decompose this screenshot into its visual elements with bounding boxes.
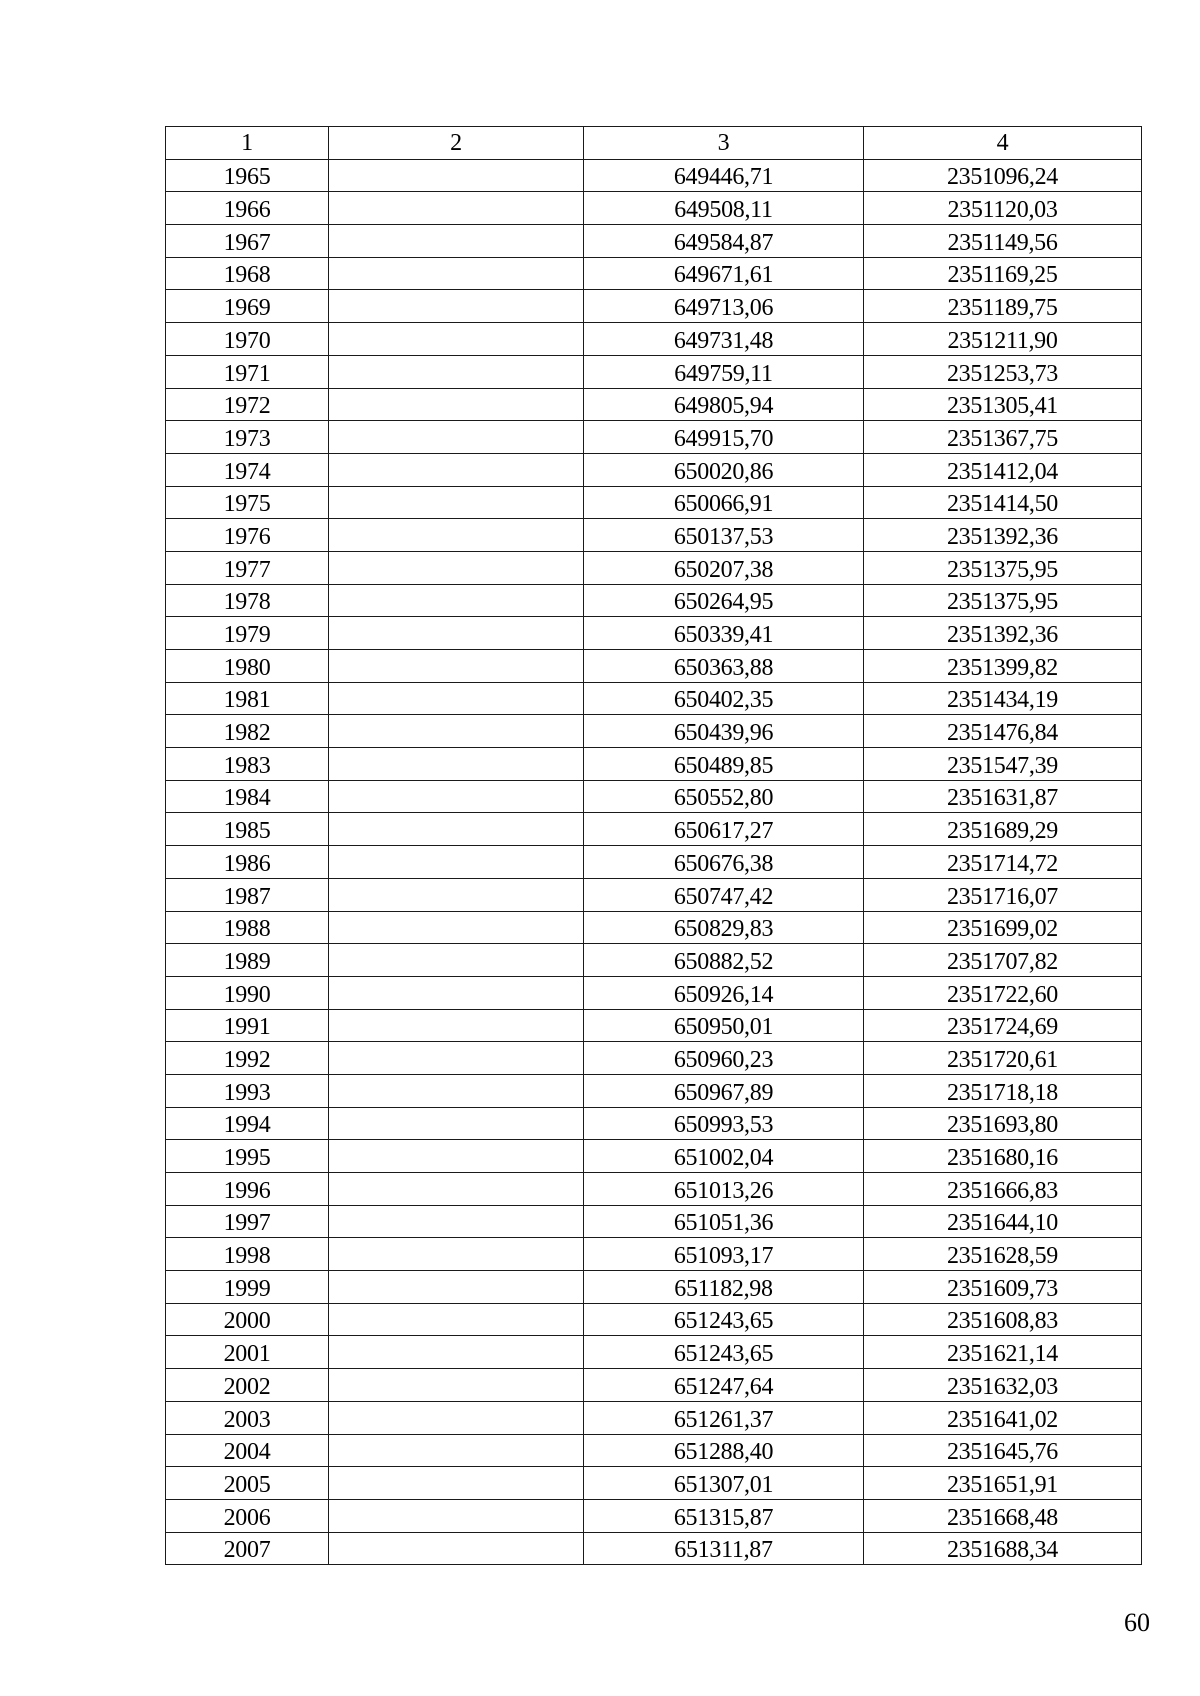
table-cell-col-4: 2351609,73 xyxy=(864,1271,1142,1304)
table-row xyxy=(166,1369,1142,1402)
table-cell-col-3: 651311,87 xyxy=(584,1532,864,1565)
table-cell-col-4: 2351120,03 xyxy=(864,192,1142,225)
table-cell-col-3: 651093,17 xyxy=(584,1238,864,1271)
table-cell-col-2 xyxy=(329,748,584,781)
table-row xyxy=(166,1271,1142,1304)
table-row xyxy=(166,551,1142,584)
table-cell-col-4: 2351149,56 xyxy=(864,225,1142,258)
table-cell-col-3: 650967,89 xyxy=(584,1074,864,1107)
table-cell-col-1: 1967 xyxy=(166,225,329,258)
table-cell-col-3: 650993,53 xyxy=(584,1107,864,1140)
table-cell-col-2 xyxy=(329,584,584,617)
table-cell-col-3: 650363,88 xyxy=(584,650,864,683)
table-cell-col-2 xyxy=(329,1369,584,1402)
table-cell-col-1: 1998 xyxy=(166,1238,329,1271)
table-cell-col-3: 650747,42 xyxy=(584,878,864,911)
table-row xyxy=(166,323,1142,356)
table-cell-col-1: 1997 xyxy=(166,1205,329,1238)
table-cell-col-3: 651315,87 xyxy=(584,1499,864,1532)
table-cell-col-4: 2351651,91 xyxy=(864,1467,1142,1500)
table-cell-col-4: 2351375,95 xyxy=(864,551,1142,584)
table-row xyxy=(166,780,1142,813)
table-row xyxy=(166,1009,1142,1042)
table-cell-col-3: 649671,61 xyxy=(584,257,864,290)
table-cell-col-4: 2351211,90 xyxy=(864,323,1142,356)
table-cell-col-4: 2351693,80 xyxy=(864,1107,1142,1140)
table-cell-col-1: 1977 xyxy=(166,551,329,584)
table-cell-col-3: 651247,64 xyxy=(584,1369,864,1402)
table-cell-col-2 xyxy=(329,1009,584,1042)
table-cell-col-2 xyxy=(329,682,584,715)
table-cell-col-4: 2351096,24 xyxy=(864,159,1142,192)
table-cell-col-2 xyxy=(329,519,584,552)
column-header-2: 2 xyxy=(329,127,584,160)
table-row xyxy=(166,159,1142,192)
table-row xyxy=(166,1205,1142,1238)
table-cell-col-4: 2351621,14 xyxy=(864,1336,1142,1369)
table-cell-col-3: 651051,36 xyxy=(584,1205,864,1238)
table-cell-col-1: 1969 xyxy=(166,290,329,323)
table-cell-col-3: 650926,14 xyxy=(584,976,864,1009)
table-cell-col-4: 2351641,02 xyxy=(864,1401,1142,1434)
table-row xyxy=(166,1336,1142,1369)
table-cell-col-2 xyxy=(329,1238,584,1271)
table-cell-col-2 xyxy=(329,846,584,879)
table-row xyxy=(166,257,1142,290)
table-cell-col-3: 650950,01 xyxy=(584,1009,864,1042)
table-row xyxy=(166,944,1142,977)
table-cell-col-2 xyxy=(329,650,584,683)
table-cell-col-1: 1968 xyxy=(166,257,329,290)
table-cell-col-1: 1966 xyxy=(166,192,329,225)
table-cell-col-4: 2351414,50 xyxy=(864,486,1142,519)
table-cell-col-2 xyxy=(329,1401,584,1434)
table-cell-col-1: 2007 xyxy=(166,1532,329,1565)
table-cell-col-1: 1994 xyxy=(166,1107,329,1140)
table-cell-col-4: 2351689,29 xyxy=(864,813,1142,846)
table-cell-col-3: 650264,95 xyxy=(584,584,864,617)
table-cell-col-1: 1985 xyxy=(166,813,329,846)
table-cell-col-3: 651307,01 xyxy=(584,1467,864,1500)
table-cell-col-4: 2351644,10 xyxy=(864,1205,1142,1238)
table-cell-col-1: 2000 xyxy=(166,1303,329,1336)
table-cell-col-2 xyxy=(329,225,584,258)
table-cell-col-4: 2351631,87 xyxy=(864,780,1142,813)
table-cell-col-4: 2351434,19 xyxy=(864,682,1142,715)
table-cell-col-3: 650439,96 xyxy=(584,715,864,748)
table-row xyxy=(166,486,1142,519)
table-cell-col-2 xyxy=(329,192,584,225)
table-row xyxy=(166,650,1142,683)
table-cell-col-1: 1975 xyxy=(166,486,329,519)
table-cell-col-2 xyxy=(329,355,584,388)
table-cell-col-1: 1970 xyxy=(166,323,329,356)
table-cell-col-2 xyxy=(329,1271,584,1304)
table-cell-col-2 xyxy=(329,1107,584,1140)
table-cell-col-2 xyxy=(329,1205,584,1238)
table-cell-col-1: 1991 xyxy=(166,1009,329,1042)
table-cell-col-3: 649731,48 xyxy=(584,323,864,356)
table-row xyxy=(166,355,1142,388)
table-cell-col-2 xyxy=(329,1434,584,1467)
table-cell-col-3: 651288,40 xyxy=(584,1434,864,1467)
table-cell-col-4: 2351375,95 xyxy=(864,584,1142,617)
table-cell-col-3: 651261,37 xyxy=(584,1401,864,1434)
table-cell-col-1: 1999 xyxy=(166,1271,329,1304)
table-row xyxy=(166,1303,1142,1336)
table-cell-col-4: 2351367,75 xyxy=(864,421,1142,454)
table-cell-col-2 xyxy=(329,1074,584,1107)
table-cell-col-3: 649759,11 xyxy=(584,355,864,388)
table-cell-col-3: 649446,71 xyxy=(584,159,864,192)
table-cell-col-4: 2351724,69 xyxy=(864,1009,1142,1042)
table-cell-col-4: 2351699,02 xyxy=(864,911,1142,944)
table-cell-col-1: 1978 xyxy=(166,584,329,617)
table-row xyxy=(166,1434,1142,1467)
table-cell-col-1: 1987 xyxy=(166,878,329,911)
table-cell-col-2 xyxy=(329,323,584,356)
table-cell-col-3: 651243,65 xyxy=(584,1336,864,1369)
table-cell-col-1: 1989 xyxy=(166,944,329,977)
table-row xyxy=(166,453,1142,486)
table-cell-col-3: 651013,26 xyxy=(584,1173,864,1206)
table-cell-col-2 xyxy=(329,1173,584,1206)
table-cell-col-2 xyxy=(329,878,584,911)
table-row xyxy=(166,421,1142,454)
table-cell-col-3: 651182,98 xyxy=(584,1271,864,1304)
table-cell-col-1: 2005 xyxy=(166,1467,329,1500)
table-cell-col-1: 1980 xyxy=(166,650,329,683)
table-cell-col-4: 2351253,73 xyxy=(864,355,1142,388)
table-cell-col-2 xyxy=(329,257,584,290)
table-cell-col-4: 2351680,16 xyxy=(864,1140,1142,1173)
table-cell-col-2 xyxy=(329,551,584,584)
table-cell-col-1: 1996 xyxy=(166,1173,329,1206)
table-cell-col-4: 2351666,83 xyxy=(864,1173,1142,1206)
table-cell-col-2 xyxy=(329,911,584,944)
table-row xyxy=(166,388,1142,421)
table-cell-col-2 xyxy=(329,1336,584,1369)
table-cell-col-1: 1971 xyxy=(166,355,329,388)
table-row xyxy=(166,192,1142,225)
table-cell-col-4: 2351668,48 xyxy=(864,1499,1142,1532)
table-cell-col-1: 1992 xyxy=(166,1042,329,1075)
table-cell-col-1: 1979 xyxy=(166,617,329,650)
table-cell-col-2 xyxy=(329,1303,584,1336)
table-cell-col-4: 2351628,59 xyxy=(864,1238,1142,1271)
table-cell-col-3: 651002,04 xyxy=(584,1140,864,1173)
table-header-row xyxy=(166,127,1142,160)
table-cell-col-1: 2002 xyxy=(166,1369,329,1402)
page-number: 60 xyxy=(1124,1608,1150,1637)
table-cell-col-3: 650829,83 xyxy=(584,911,864,944)
table-cell-col-1: 1984 xyxy=(166,780,329,813)
table-cell-col-1: 1972 xyxy=(166,388,329,421)
table-cell-col-3: 651243,65 xyxy=(584,1303,864,1336)
table-row xyxy=(166,813,1142,846)
table-cell-col-4: 2351392,36 xyxy=(864,519,1142,552)
table-cell-col-2 xyxy=(329,617,584,650)
table-cell-col-3: 650020,86 xyxy=(584,453,864,486)
table-cell-col-4: 2351392,36 xyxy=(864,617,1142,650)
table-row xyxy=(166,1238,1142,1271)
table-row xyxy=(166,290,1142,323)
table-cell-col-3: 649805,94 xyxy=(584,388,864,421)
table-body xyxy=(166,159,1142,1565)
table-cell-col-2 xyxy=(329,421,584,454)
table-cell-col-4: 2351707,82 xyxy=(864,944,1142,977)
table-cell-col-2 xyxy=(329,388,584,421)
table-cell-col-3: 650137,53 xyxy=(584,519,864,552)
table-cell-col-1: 1988 xyxy=(166,911,329,944)
table-row xyxy=(166,878,1142,911)
table-cell-col-4: 2351169,25 xyxy=(864,257,1142,290)
table-cell-col-3: 650552,80 xyxy=(584,780,864,813)
table-row xyxy=(166,617,1142,650)
table-cell-col-1: 1986 xyxy=(166,846,329,879)
table-cell-col-1: 1974 xyxy=(166,453,329,486)
table-cell-col-4: 2351399,82 xyxy=(864,650,1142,683)
table-header xyxy=(166,127,1142,160)
table-cell-col-2 xyxy=(329,159,584,192)
table-row xyxy=(166,1532,1142,1565)
table-cell-col-3: 650617,27 xyxy=(584,813,864,846)
table-row xyxy=(166,1107,1142,1140)
table-cell-col-4: 2351716,07 xyxy=(864,878,1142,911)
table-cell-col-4: 2351688,34 xyxy=(864,1532,1142,1565)
table-row xyxy=(166,1074,1142,1107)
column-header-4: 4 xyxy=(864,127,1142,160)
table-cell-col-4: 2351476,84 xyxy=(864,715,1142,748)
table-cell-col-2 xyxy=(329,486,584,519)
table-cell-col-4: 2351714,72 xyxy=(864,846,1142,879)
column-header-1: 1 xyxy=(166,127,329,160)
table-cell-col-4: 2351722,60 xyxy=(864,976,1142,1009)
table-row xyxy=(166,1042,1142,1075)
table-row xyxy=(166,1401,1142,1434)
table-cell-col-4: 2351547,39 xyxy=(864,748,1142,781)
table-cell-col-4: 2351718,18 xyxy=(864,1074,1142,1107)
table-cell-col-2 xyxy=(329,1467,584,1500)
table-row xyxy=(166,748,1142,781)
table-cell-col-3: 649508,11 xyxy=(584,192,864,225)
table-cell-col-3: 650882,52 xyxy=(584,944,864,977)
table-row xyxy=(166,846,1142,879)
table-cell-col-2 xyxy=(329,1140,584,1173)
table-cell-col-1: 1965 xyxy=(166,159,329,192)
table-row xyxy=(166,225,1142,258)
table-cell-col-3: 650207,38 xyxy=(584,551,864,584)
table-cell-col-4: 2351189,75 xyxy=(864,290,1142,323)
table-cell-col-1: 1976 xyxy=(166,519,329,552)
table-cell-col-3: 650066,91 xyxy=(584,486,864,519)
table-cell-col-3: 650960,23 xyxy=(584,1042,864,1075)
data-table xyxy=(165,126,1142,1565)
table-cell-col-2 xyxy=(329,1499,584,1532)
table-cell-col-4: 2351645,76 xyxy=(864,1434,1142,1467)
table-cell-col-2 xyxy=(329,715,584,748)
table-row xyxy=(166,682,1142,715)
table-cell-col-2 xyxy=(329,976,584,1009)
table-cell-col-3: 649713,06 xyxy=(584,290,864,323)
table-row xyxy=(166,1140,1142,1173)
table-cell-col-3: 650402,35 xyxy=(584,682,864,715)
table-cell-col-1: 2004 xyxy=(166,1434,329,1467)
table-cell-col-4: 2351632,03 xyxy=(864,1369,1142,1402)
table-row xyxy=(166,584,1142,617)
column-header-3: 3 xyxy=(584,127,864,160)
table-cell-col-3: 650676,38 xyxy=(584,846,864,879)
table-cell-col-1: 1981 xyxy=(166,682,329,715)
table-cell-col-2 xyxy=(329,1532,584,1565)
table-cell-col-1: 1995 xyxy=(166,1140,329,1173)
table-cell-col-4: 2351720,61 xyxy=(864,1042,1142,1075)
table-row xyxy=(166,715,1142,748)
table-cell-col-1: 1990 xyxy=(166,976,329,1009)
table-cell-col-4: 2351305,41 xyxy=(864,388,1142,421)
table-cell-col-1: 1973 xyxy=(166,421,329,454)
table-row xyxy=(166,1173,1142,1206)
table-cell-col-2 xyxy=(329,1042,584,1075)
table-cell-col-1: 1993 xyxy=(166,1074,329,1107)
table-cell-col-3: 650489,85 xyxy=(584,748,864,781)
table-cell-col-2 xyxy=(329,944,584,977)
table-cell-col-4: 2351608,83 xyxy=(864,1303,1142,1336)
table-row xyxy=(166,911,1142,944)
table-cell-col-1: 2003 xyxy=(166,1401,329,1434)
table-cell-col-4: 2351412,04 xyxy=(864,453,1142,486)
table-cell-col-1: 2006 xyxy=(166,1499,329,1532)
table-row xyxy=(166,1499,1142,1532)
table-row xyxy=(166,976,1142,1009)
table-cell-col-1: 1982 xyxy=(166,715,329,748)
table-cell-col-1: 1983 xyxy=(166,748,329,781)
table-cell-col-2 xyxy=(329,813,584,846)
table-cell-col-3: 650339,41 xyxy=(584,617,864,650)
table-row xyxy=(166,1467,1142,1500)
table-cell-col-3: 649915,70 xyxy=(584,421,864,454)
table-cell-col-2 xyxy=(329,780,584,813)
table-row xyxy=(166,519,1142,552)
table-cell-col-2 xyxy=(329,453,584,486)
table-cell-col-1: 2001 xyxy=(166,1336,329,1369)
table-cell-col-3: 649584,87 xyxy=(584,225,864,258)
table-cell-col-2 xyxy=(329,290,584,323)
